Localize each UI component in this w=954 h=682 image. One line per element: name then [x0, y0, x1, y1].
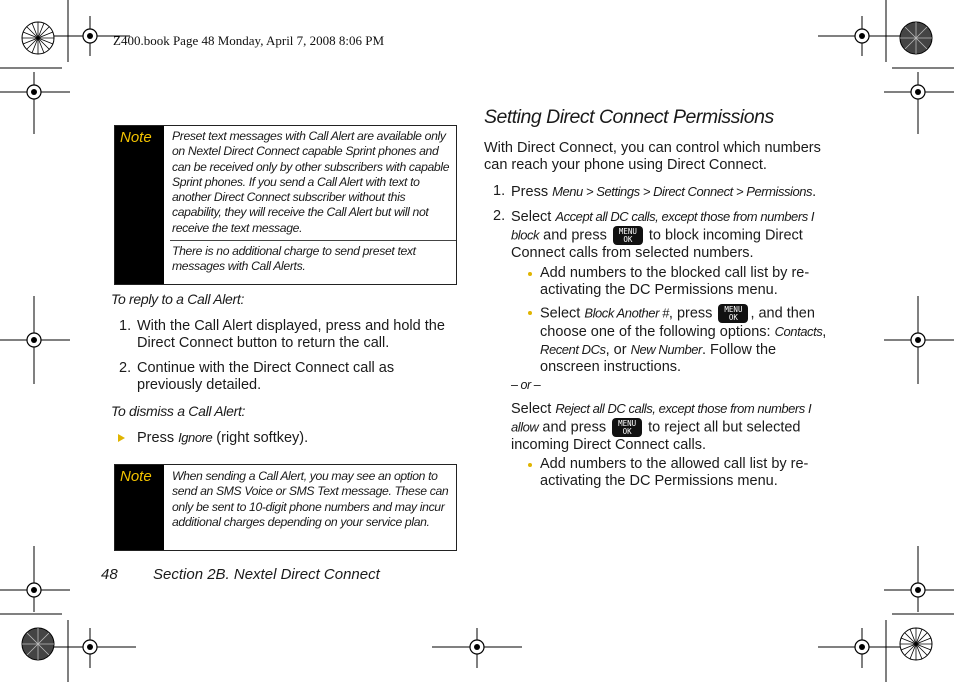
alt-rest: to reject all but selected incoming Direct Connect calls.: [511, 419, 801, 453]
b2-select: Select: [540, 305, 585, 322]
b2-end: . Follow the onscreen instructions.: [540, 342, 777, 375]
bullet-allowed-list: Add numbers to the allowed call list by re-activating the DC Permissions menu.: [540, 456, 809, 489]
step-2-rest: to block incoming Direct Connect calls from selected numbers.: [511, 227, 803, 261]
step-2-select: Select: [511, 209, 556, 225]
dismiss-press: Press: [137, 430, 179, 446]
bullet-icon: [528, 311, 532, 315]
bullet-blocked-list: Add numbers to the blocked call list by re-activating the DC Permissions menu.: [540, 265, 810, 298]
step-number: 1.: [493, 183, 506, 199]
menu-path: Menu > Settings > Direct Connect > Permissions: [552, 184, 813, 199]
option-accept-all: Accept all DC calls, except those from numbers I block: [511, 209, 815, 243]
dismiss-suffix: (right softkey).: [212, 430, 309, 446]
note-text-secondary: There is no additional charge to send preset text messages with Call Alerts.: [172, 244, 416, 274]
step-number: 2.: [493, 208, 506, 224]
step-1: [511, 183, 816, 201]
step-1-end: .: [812, 184, 817, 200]
option-recent-dcs: Recent DCs: [540, 342, 606, 357]
bullet-icon: [528, 272, 532, 276]
step-2: [511, 208, 829, 262]
b2-rest: , and then choose one of the following options:: [540, 305, 815, 340]
b2-press: , press: [668, 305, 717, 322]
alt-and-press: and press: [538, 419, 611, 436]
page-number: 48: [101, 566, 118, 583]
step-1-press: Press: [511, 184, 553, 200]
menu-ok-key-icon: MENU OK: [612, 418, 642, 437]
step-2-and-press: and press: [539, 227, 611, 244]
note-label: Note: [115, 465, 164, 550]
note-text: When sending a Call Alert, you may see an option to send an SMS Voice or SMS Text message. These can only be sent to 10-digit phone numbers and may incur additional charges depending on your service plan.: [172, 469, 449, 529]
note-text: Preset text messages with Call Alert are available only on Nextel Direct Connect capable Sprint phones and can be received only by other subscribers with capable Sprint phones. If you send a Call Alert with text to another Direct Connect subscriber without this capability, they will receive the Call Alert but will not receive the text message.: [172, 129, 450, 235]
step-number: 2.: [119, 360, 132, 376]
alt-select: Select: [511, 401, 556, 417]
section-footer: Section 2B. Nextel Direct Connect: [153, 566, 380, 583]
dismiss-step: [137, 429, 308, 447]
option-reject-all: Reject all DC calls, except those from numbers I allow: [511, 401, 812, 435]
step-reject-all: [511, 400, 829, 454]
menu-ok-key-icon: MENU OK: [718, 304, 748, 323]
menu-ok-key-icon: MENU OK: [613, 226, 643, 245]
reply-heading: To reply to a Call Alert:: [111, 291, 245, 307]
reply-step-2: Continue with the Direct Connect call as previously detailed.: [137, 360, 395, 393]
step-number: 1.: [119, 318, 132, 334]
triangle-bullet-icon: [118, 434, 125, 442]
note-box-call-alert-text: [114, 125, 457, 285]
note-body: [164, 465, 456, 550]
softkey-ignore: Ignore: [178, 430, 213, 445]
book-header: Z400.book Page 48 Monday, April 7, 2008 8:06 PM: [113, 33, 385, 48]
or-separator: – or –: [511, 378, 541, 392]
reply-step-1: With the Call Alert displayed, press and hold the Direct Connect button to return the call.: [137, 318, 445, 351]
option-contacts: Contacts: [774, 324, 823, 339]
note-box-sms: [114, 464, 457, 551]
bullet-icon: [528, 463, 532, 467]
dismiss-heading: To dismiss a Call Alert:: [111, 403, 246, 419]
note-label: Note: [115, 126, 164, 284]
bullet-block-another: Select Block Another #, press MENU OK , and then choose one of the following options: Contacts, Recent DCs, or New Number. Follow the onscreen instructions.: [540, 305, 827, 375]
section-intro: With Direct Connect, you can control which numbers can reach your phone using Direct Connect.: [484, 140, 821, 173]
option-block-another: Block Another #: [584, 305, 669, 321]
section-title: Setting Direct Connect Permissions: [484, 106, 774, 128]
note-body: [164, 126, 456, 284]
option-new-number: New Number: [630, 342, 702, 357]
